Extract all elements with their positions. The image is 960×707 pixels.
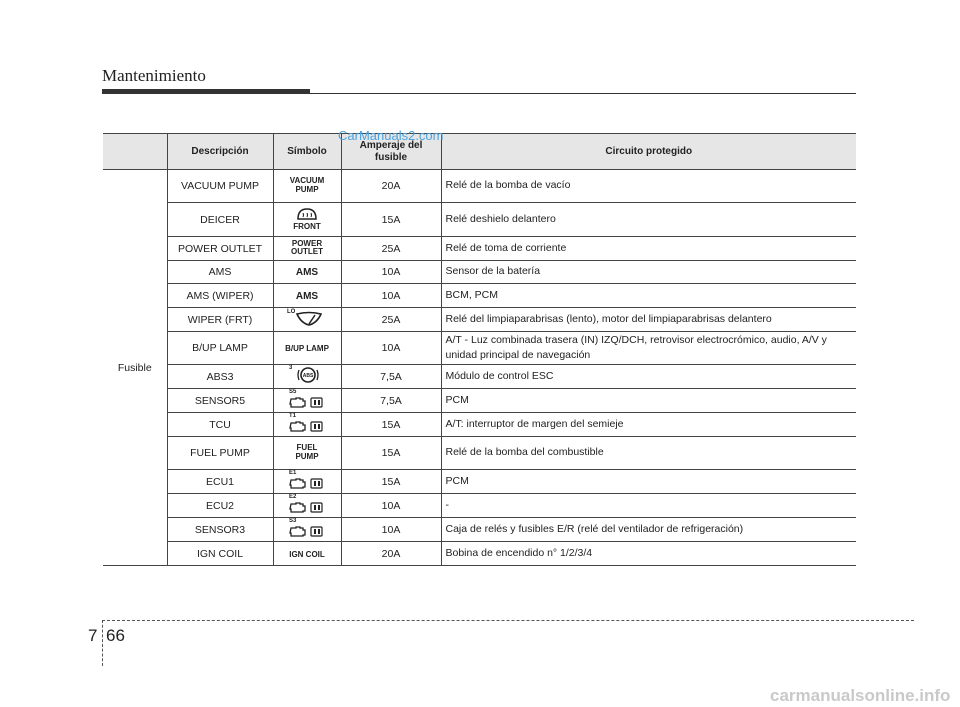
table-header-row — [103, 134, 856, 170]
header-circuit: Circuito protegido — [441, 134, 856, 170]
engine-icon: S5 — [287, 389, 327, 409]
engine-icon: E2 — [287, 494, 327, 514]
cell-amperage: 10A — [341, 518, 441, 542]
cell-amperage: 10A — [341, 494, 441, 518]
cell-symbol — [273, 365, 341, 389]
cell-symbol — [273, 518, 341, 542]
page-number: 66 — [106, 626, 125, 645]
cell-description: POWER OUTLET — [167, 237, 273, 261]
cell-amperage: 10A — [341, 261, 441, 284]
symbol-text: AMS — [295, 267, 319, 278]
cell-symbol — [273, 542, 341, 566]
symbol-text: FUEL PUMP — [295, 443, 319, 461]
cell-symbol — [273, 261, 341, 284]
cell-circuit: Bobina de encendido n° 1/2/3/4 — [441, 542, 856, 566]
cell-amperage: 10A — [341, 284, 441, 308]
cell-description: SENSOR5 — [167, 389, 273, 413]
cell-amperage: 15A — [341, 437, 441, 470]
cell-description: DEICER — [167, 203, 273, 237]
table-row — [103, 203, 856, 237]
cell-circuit: Relé de la bomba del combustible — [441, 437, 856, 470]
site-watermark: carmanualsonline.info — [770, 686, 951, 705]
fuse-table — [103, 133, 856, 566]
section-number: 7 — [88, 626, 98, 645]
cell-amperage: 25A — [341, 237, 441, 261]
svg-text:ABS: ABS — [302, 373, 314, 379]
table-row — [103, 284, 856, 308]
cell-description: FUEL PUMP — [167, 437, 273, 470]
cell-description: AMS — [167, 261, 273, 284]
table-row — [103, 332, 856, 365]
cell-description: B/UP LAMP — [167, 332, 273, 365]
header-group — [103, 134, 167, 170]
cell-symbol — [273, 203, 341, 237]
cell-description: IGN COIL — [167, 542, 273, 566]
header-symbol: Símbolo — [273, 134, 341, 170]
table-row — [103, 494, 856, 518]
table-row — [103, 518, 856, 542]
table-row — [103, 389, 856, 413]
cell-circuit: PCM — [441, 389, 856, 413]
cell-description: WIPER (FRT) — [167, 308, 273, 332]
cell-amperage: 15A — [341, 203, 441, 237]
cell-description: TCU — [167, 413, 273, 437]
watermark-text: CarManuals2.com — [338, 128, 444, 143]
footer-divider — [102, 620, 914, 621]
table-row — [103, 237, 856, 261]
cell-symbol — [273, 308, 341, 332]
symbol-text: VACUUM PUMP — [289, 176, 325, 194]
header-amperage: Amperaje del fusible — [341, 134, 441, 170]
engine-icon: T1 — [287, 413, 327, 433]
cell-symbol — [273, 237, 341, 261]
abs-icon: 3 ABS — [287, 365, 327, 385]
header-description: Descripción — [167, 134, 273, 170]
table-row — [103, 413, 856, 437]
cell-symbol — [273, 470, 341, 494]
cell-symbol — [273, 170, 341, 203]
fuse-group-label: Fusible — [103, 170, 167, 566]
cell-circuit: A/T: interruptor de margen del semieje — [441, 413, 856, 437]
footer-vertical-divider — [102, 620, 103, 666]
engine-icon: E1 — [287, 470, 327, 490]
wiper-icon: LO — [287, 309, 327, 327]
cell-amperage: 15A — [341, 470, 441, 494]
table-row — [103, 365, 856, 389]
cell-symbol — [273, 284, 341, 308]
cell-amperage: 10A — [341, 332, 441, 365]
cell-circuit: Módulo de control ESC — [441, 365, 856, 389]
cell-description: VACUUM PUMP — [167, 170, 273, 203]
cell-circuit: Caja de relés y fusibles E/R (relé del ventilador de refrigeración) — [441, 518, 856, 542]
symbol-text: AMS — [295, 290, 319, 302]
table-row — [103, 261, 856, 284]
symbol-text: IGN COIL — [289, 549, 325, 559]
cell-circuit: A/T - Luz combinada trasera (IN) IZQ/DCH, retrovisor electrocrómico, audio, A/V y unidad principal de navegación — [441, 332, 856, 365]
cell-description: ECU2 — [167, 494, 273, 518]
table-row — [103, 542, 856, 566]
table-row — [103, 470, 856, 494]
cell-symbol — [273, 332, 341, 365]
cell-description: AMS (WIPER) — [167, 284, 273, 308]
symbol-text: POWER OUTLET — [291, 238, 323, 257]
table-row — [103, 308, 856, 332]
cell-description: ABS3 — [167, 365, 273, 389]
cell-circuit: BCM, PCM — [441, 284, 856, 308]
cell-circuit: Sensor de la batería — [441, 261, 856, 284]
front-defrost-icon: FRONT — [293, 207, 321, 232]
cell-amperage: 7,5A — [341, 365, 441, 389]
header-bar — [102, 89, 310, 94]
engine-icon: S3 — [287, 518, 327, 538]
cell-circuit: Relé del limpiaparabrisas (lento), motor del limpiaparabrisas delantero — [441, 308, 856, 332]
header-rule — [310, 93, 856, 94]
cell-amperage: 20A — [341, 542, 441, 566]
cell-symbol — [273, 494, 341, 518]
cell-symbol — [273, 389, 341, 413]
symbol-text: B/UP LAMP — [285, 344, 329, 353]
cell-amperage: 7,5A — [341, 389, 441, 413]
cell-circuit: - — [441, 494, 856, 518]
cell-symbol — [273, 413, 341, 437]
cell-circuit: PCM — [441, 470, 856, 494]
page-header-title: Mantenimiento — [102, 66, 206, 85]
cell-circuit: Relé de la bomba de vacío — [441, 170, 856, 203]
fuse-table-body — [103, 170, 856, 566]
cell-amperage: 25A — [341, 308, 441, 332]
cell-circuit: Relé deshielo delantero — [441, 203, 856, 237]
cell-symbol — [273, 437, 341, 470]
cell-circuit: Relé de toma de corriente — [441, 237, 856, 261]
cell-description: SENSOR3 — [167, 518, 273, 542]
cell-amperage: 20A — [341, 170, 441, 203]
cell-amperage: 15A — [341, 413, 441, 437]
table-row — [103, 170, 856, 203]
cell-description: ECU1 — [167, 470, 273, 494]
table-row — [103, 437, 856, 470]
